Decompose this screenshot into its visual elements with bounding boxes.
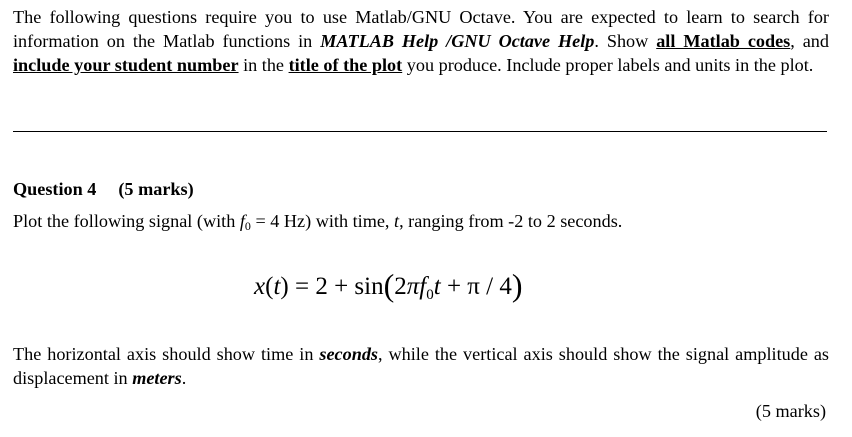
prompt-text-3: , ranging from -2 to 2 seconds.	[399, 211, 623, 231]
eq-open-paren: (	[383, 267, 395, 303]
instructions-paragraph	[13, 5, 829, 77]
axis-text-3: .	[181, 368, 187, 388]
prompt-text-2: = 4 Hz) with time,	[250, 211, 395, 231]
question-heading-marks: (5 marks)	[118, 179, 194, 199]
question-marks: (5 marks)	[755, 401, 826, 421]
axis-instructions	[13, 342, 829, 390]
help-reference: MATLAB Help /GNU Octave Help	[320, 31, 595, 51]
axis-text-2: , while the vertical axis should show the signal amplitude as displacement in	[13, 344, 830, 388]
eq-x: x	[254, 273, 266, 300]
signal-equation	[254, 268, 523, 304]
intro-text-1: The following questions require you to use Matlab/GNU Octave. You are expected to learn to search for information on the Matlab functions in	[13, 7, 829, 51]
plot-title-emphasis: title of the plot	[288, 55, 403, 75]
meters-emphasis: meters	[132, 368, 182, 388]
prompt-text-1: Plot the following signal (with	[13, 211, 240, 231]
t-variable: t	[394, 211, 400, 231]
eq-t: t	[433, 273, 441, 300]
question-number: Question 4	[13, 179, 97, 199]
question-heading	[13, 177, 194, 201]
intro-text-2: . Show	[594, 31, 657, 51]
eq-f: f	[419, 273, 427, 300]
question-prompt	[13, 209, 622, 233]
seconds-emphasis: seconds	[319, 344, 378, 364]
eq-lhs-open: (	[265, 273, 274, 300]
intro-text-4: in the	[238, 55, 289, 75]
eq-plus-pi: + π	[440, 273, 480, 300]
eq-close-paren: )	[511, 267, 523, 303]
eq-over-four: / 4	[479, 273, 512, 300]
eq-lhs-close: )	[280, 273, 289, 300]
intro-text-3: , and	[790, 31, 829, 51]
student-number-emphasis: include your student number	[13, 55, 239, 75]
section-divider	[13, 131, 827, 132]
f0-variable: f	[239, 211, 245, 231]
eq-two: 2	[394, 273, 407, 300]
intro-text-5: you produce. Include proper labels and units in the plot.	[402, 55, 814, 75]
axis-text-1: The horizontal axis should show time in	[13, 344, 320, 364]
eq-equals-sin: = 2 + sin	[288, 273, 384, 300]
f0-subscript: 0	[244, 219, 251, 233]
all-codes-emphasis: all Matlab codes	[656, 31, 791, 51]
eq-f-subscript: 0	[426, 287, 434, 303]
eq-lhs-t: t	[273, 273, 281, 300]
eq-pi: π	[406, 273, 420, 300]
